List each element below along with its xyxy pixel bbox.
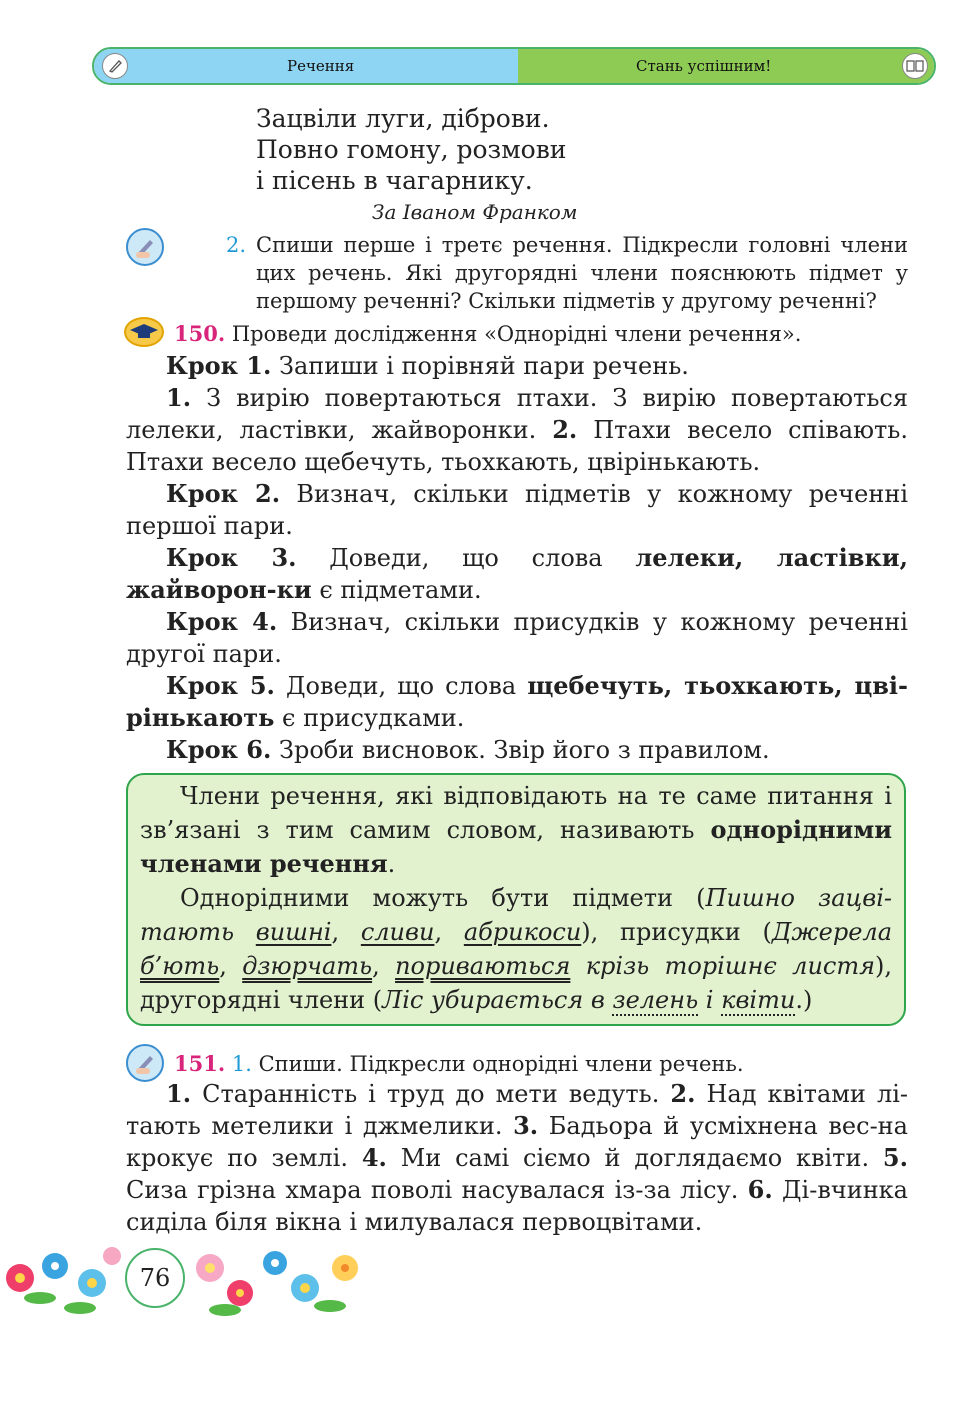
step-emphasis: лелеки, ластівки, жайворон-ки [126, 543, 908, 604]
rule-examples: Однорідними можуть бути підмети (Пишно зацві-тають вишні, сливи, абрикоси), присудки (Джерела б’ють, дзюрчать, пориваються крізь торішнє листя), другорядні члени (Ліс убирається в зелень і квіти.) [140, 884, 892, 1014]
pen-icon [102, 53, 128, 79]
header-slogan: Стань успішним! [636, 57, 772, 75]
item-text: Ми самі сіємо й доглядаємо квіти. [400, 1144, 870, 1172]
poem-author: За Іваном Франком [372, 200, 578, 224]
rule-text: Однорідними можуть бути підмети ( [180, 884, 706, 912]
poem [256, 103, 566, 196]
step-label: Крок 6. [166, 735, 272, 764]
rule-box [126, 773, 906, 1026]
step-text: Визнач, скільки підметів у кожному реченні першої пари. [126, 480, 908, 540]
item-text: Над квітами лі-тають метелики і джмелики. [126, 1080, 908, 1140]
example-text: крізь торішнє листя [585, 952, 875, 980]
subject-word: сливи [360, 918, 435, 946]
exercise-151-body [126, 1078, 908, 1238]
header-section-left [94, 49, 518, 83]
item-text: Ді-вчинка сиділа біля вікна і милувалася первоцвітами. [126, 1176, 908, 1236]
task-2 [226, 231, 908, 315]
task-text: Спиши перше і третє речення. Підкресли головні члени цих речень. Які другорядні члени пояснюють підмет у першому реченні? Скільки підметів у другому реченні? [256, 233, 908, 313]
example-text: Джерела [771, 918, 892, 946]
step-3 [126, 542, 908, 606]
exercise-intro: Проведи дослідження «Однорідні члени речення». [231, 322, 802, 346]
step-1 [126, 350, 908, 382]
step-label: Крок 2. [166, 479, 281, 508]
predicate-word: б’ють [140, 952, 220, 980]
subject-word: вишні [255, 918, 332, 946]
example-text: Пишно зацві-тають [140, 884, 892, 946]
example-text: і [705, 986, 714, 1014]
step-label: Крок 1. [166, 351, 272, 380]
step-text: Доведи, що слова [329, 544, 603, 572]
item-number: 3. [513, 1111, 539, 1140]
item-text: Бадьора й усміхнена вес-на крокує по землі. [126, 1112, 908, 1172]
rule-definition [140, 779, 892, 881]
item-number: 1. [166, 1079, 192, 1108]
example-text: Ліс убирається в [382, 986, 605, 1014]
rule-text: .) [795, 986, 813, 1014]
object-word: зелень [612, 986, 699, 1014]
poem-line: Зацвіли луги, діброви. [256, 104, 550, 133]
step-text: Визнач, скільки присудків у кожному реченні другої пари. [126, 608, 908, 668]
predicate-word: пориваються [395, 952, 571, 980]
step-text: є підметами. [319, 576, 482, 604]
rule-text: ), присудки ( [581, 918, 772, 946]
item-text: Старанність і труд до мети ведуть. [202, 1080, 660, 1108]
item-number: 2. [670, 1079, 696, 1108]
exercise-151-heading [174, 1050, 744, 1078]
step-text: Запиши і порівняй пари речень. [279, 352, 689, 380]
item-number: 6. [747, 1175, 773, 1204]
task-number: 2. [226, 233, 247, 257]
poem-line: Повно гомону, розмови [256, 135, 567, 164]
exercise-150-heading [174, 320, 801, 348]
item-text: З вирію повертаються птахи. З вирію повертаються лелеки, ластівки, жайворонки. [126, 384, 908, 444]
rule-term: однорідними членами речення [140, 815, 892, 878]
item-number: 2. [552, 415, 578, 444]
step-2 [126, 478, 908, 542]
item-text: Сиза грізна хмара поволі насувалася із-за лісу. [126, 1176, 739, 1204]
step-label: Крок 4. [166, 607, 278, 636]
subject-word: абрикоси [463, 918, 582, 946]
header-topic: Речення [287, 57, 355, 75]
step-5 [126, 670, 908, 734]
page-header [92, 47, 936, 85]
header-section-right [518, 49, 934, 83]
exercise-intro: Спиши. Підкресли однорідні члени речень. [258, 1052, 744, 1076]
book-icon [902, 53, 928, 79]
step-text: є присудками. [282, 704, 465, 732]
flower-border [0, 1238, 380, 1320]
sentence-pairs [126, 382, 908, 478]
exercise-150-body [126, 350, 908, 766]
rule-text: ), другорядні члени ( [140, 952, 892, 1014]
item-number: 1. [166, 383, 192, 412]
writing-hand-icon [126, 228, 164, 266]
step-label: Крок 3. [166, 543, 297, 572]
graduation-cap-icon [124, 317, 164, 347]
item-number: 4. [361, 1143, 387, 1172]
step-label: Крок 5. [166, 671, 275, 700]
step-6 [126, 734, 908, 766]
item-text: Птахи весело співають. Птахи весело щебечуть, тьохкають, цвірінькають. [126, 416, 908, 476]
sentence-list [126, 1078, 908, 1238]
step-text: Доведи, що слова [286, 672, 517, 700]
step-4 [126, 606, 908, 670]
exercise-number: 151. [174, 1051, 226, 1076]
task-number: 1. [231, 1052, 252, 1076]
predicate-word: дзюрчать [242, 952, 373, 980]
poem-line: і пісень в чагарнику. [256, 166, 533, 195]
item-number: 5. [882, 1143, 908, 1172]
step-text: Зроби висновок. Звір його з правилом. [279, 736, 770, 764]
rule-text: . [387, 850, 396, 878]
page-number: 76 [125, 1248, 185, 1308]
rule-text: Члени речення, які відповідають на те саме питання і зв’язані з тим самим словом, називають [140, 782, 892, 844]
writing-hand-icon [126, 1044, 164, 1082]
step-emphasis: щебечуть, тьохкають, цві-рінькають [126, 671, 908, 732]
object-word: квіти [721, 986, 796, 1014]
exercise-number: 150. [174, 321, 226, 346]
